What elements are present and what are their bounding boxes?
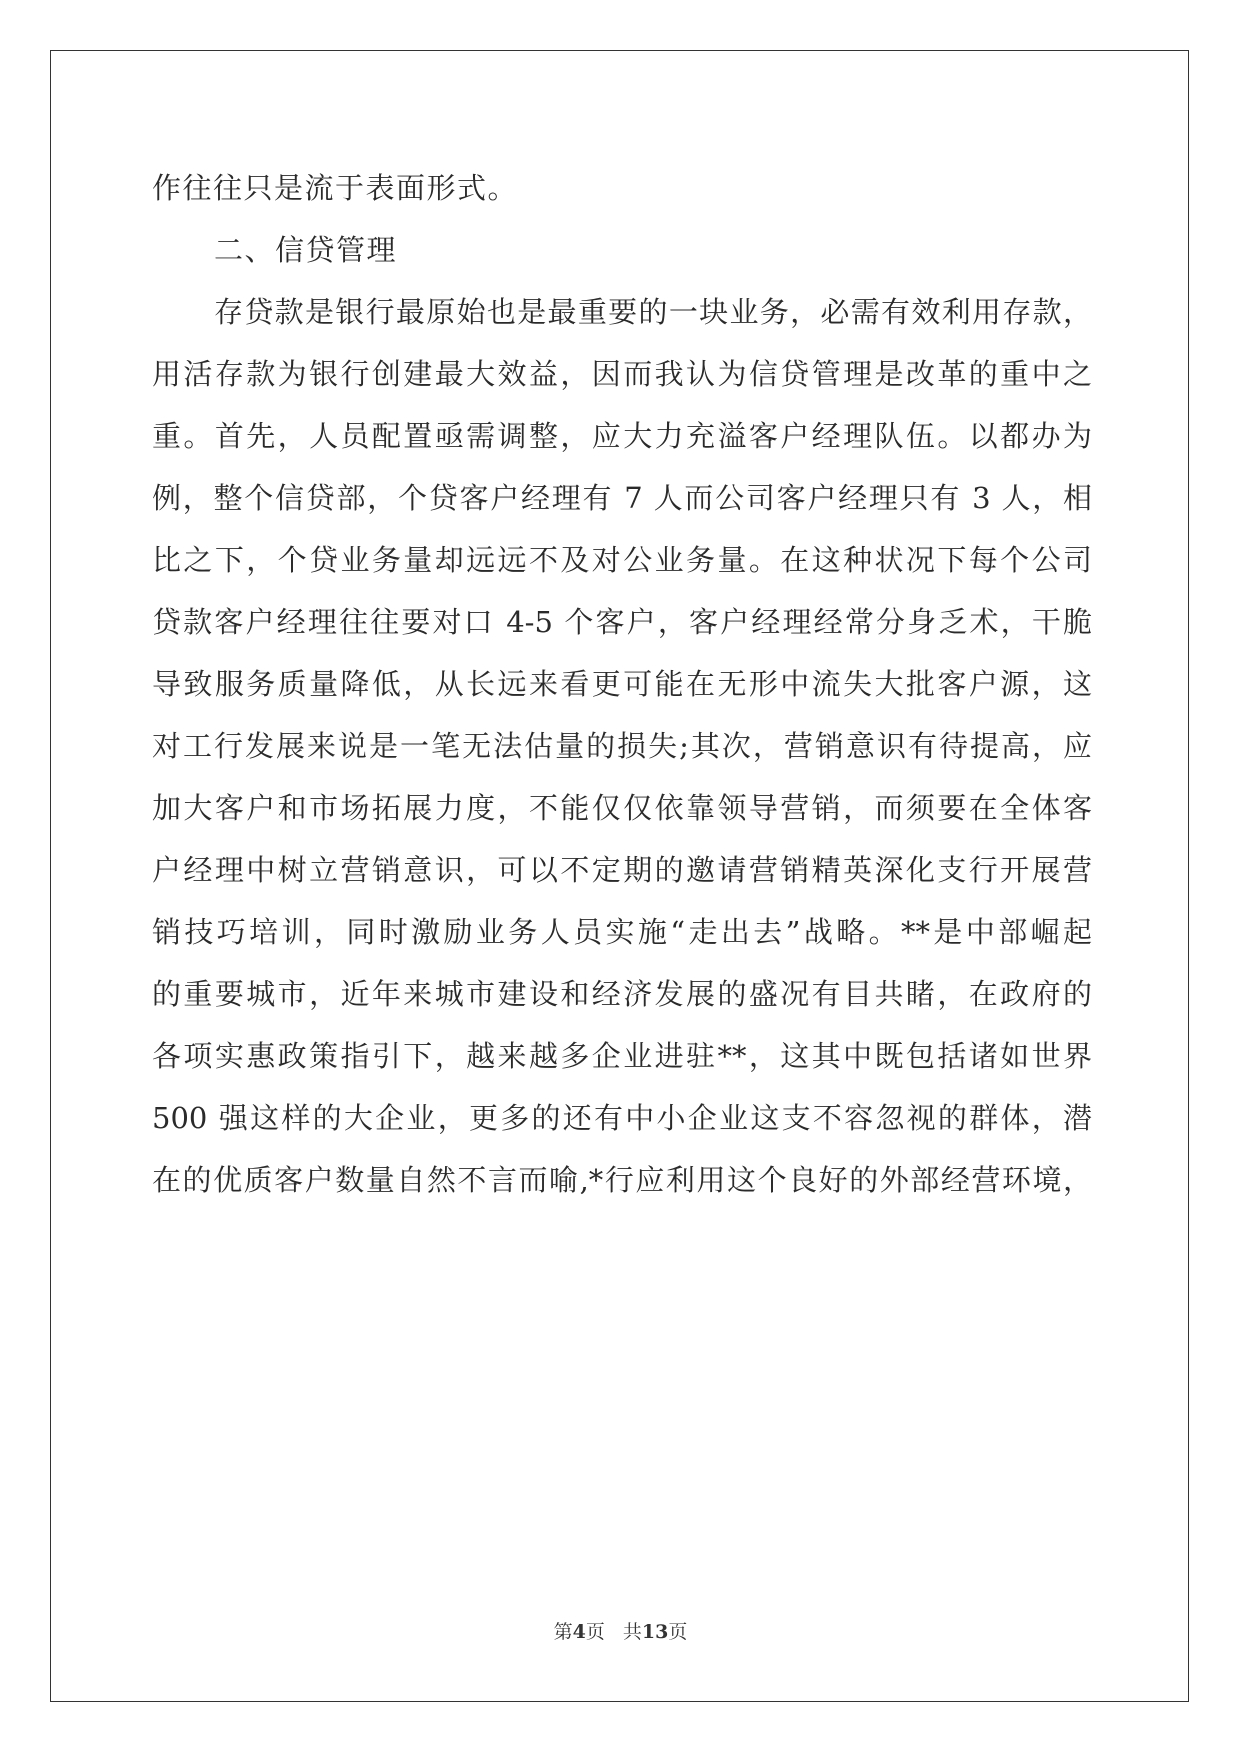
document-body — [152, 157, 1092, 1211]
page-number: 4 — [572, 1621, 586, 1643]
paragraph-line: 导致服务质量降低，从长远来看更可能在无形中流失大批客户源，这 — [152, 667, 1092, 701]
paragraph-line: 贷款客户经理往往要对口 4-5 个客户，客户经理经常分身乏术，干脆 — [152, 605, 1092, 639]
page-prefix: 第 — [553, 1621, 573, 1643]
paragraph-line: 重。首先，人员配置亟需调整，应大力充溢客户经理队伍。以都办为 — [152, 419, 1092, 453]
total-prefix: 共 — [622, 1621, 642, 1643]
paragraph-line: 在的优质客户数量自然不言而喻,*行应利用这个良好的外部经营环境， — [152, 1163, 1092, 1197]
page-suffix: 页 — [585, 1621, 605, 1643]
paragraph-line: 加大客户和市场拓展力度，不能仅仅依靠领导营销，而须要在全体客 — [152, 791, 1092, 825]
paragraph-line: 销技巧培训，同时激励业务人员实施“走出去”战略。**是中部崛起 — [152, 915, 1092, 949]
paragraph-line: 的重要城市，近年来城市建设和经济发展的盛况有目共睹，在政府的 — [152, 977, 1092, 1011]
paragraph-line: 各项实惠政策指引下，越来越多企业进驻**，这其中既包括诸如世界 — [152, 1039, 1092, 1073]
paragraph-line: 对工行发展来说是一笔无法估量的损失;其次，营销意识有待提高，应 — [152, 729, 1092, 763]
total-suffix: 页 — [668, 1621, 688, 1643]
paragraph-line: 500 强这样的大企业，更多的还有中小企业这支不容忽视的群体，潜 — [152, 1101, 1092, 1135]
paragraph-line: 存贷款是银行最原始也是最重要的一块业务，必需有效利用存款， — [214, 295, 1092, 329]
total-pages: 13 — [641, 1621, 669, 1643]
paragraph-line: 作往往只是流于表面形式。 — [152, 171, 519, 205]
paragraph-line: 比之下，个贷业务量却远远不及对公业务量。在这种状况下每个公司 — [152, 543, 1092, 577]
section-heading: 二、信贷管理 — [214, 233, 398, 267]
page-footer — [0, 1617, 1241, 1644]
paragraph-line: 用活存款为银行创建最大效益，因而我认为信贷管理是改革的重中之 — [152, 357, 1092, 391]
paragraph-line: 例，整个信贷部，个贷客户经理有 7 人而公司客户经理只有 3 人，相 — [152, 481, 1092, 515]
paragraph-line: 户经理中树立营销意识，可以不定期的邀请营销精英深化支行开展营 — [152, 853, 1092, 887]
